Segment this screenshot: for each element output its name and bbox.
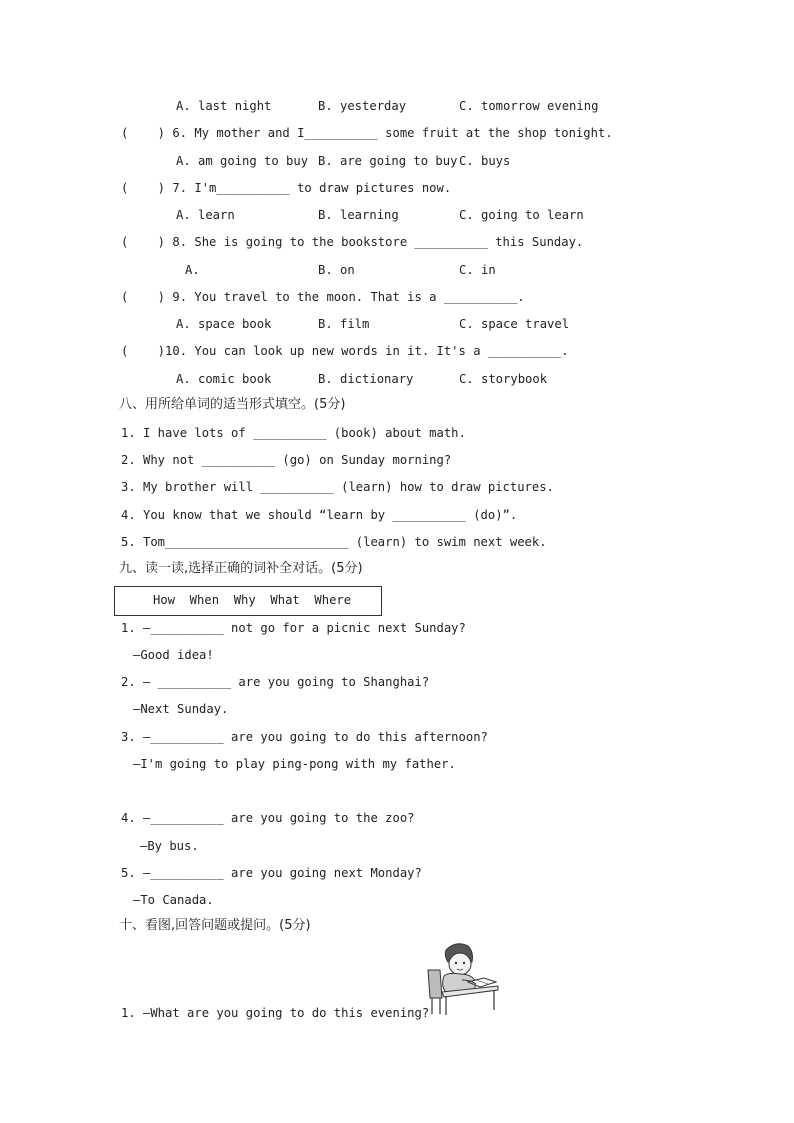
section9-a2: —Next Sunday. [133, 702, 229, 716]
section8-item-4: 4. You know that we should “learn by __________ (do)”. [121, 508, 518, 522]
section8-title: 八、用所给单词的适当形式填空。(5分) [119, 397, 346, 412]
q10-option-a: A. comic book [176, 372, 272, 386]
q6-option-a: A. am going to buy [176, 154, 309, 168]
section9-q4: 4. —__________ are you going to the zoo? [121, 811, 415, 825]
q8-option-a: A. [185, 263, 200, 277]
q7-option-b: B. learning [318, 208, 399, 222]
q6-option-c: C. buys [459, 154, 511, 168]
q8-text: ( ) 8. She is going to the bookstore __________ this Sunday. [121, 235, 584, 249]
section10-title: 十、看图,回答问题或提问。(5分) [119, 918, 311, 933]
section8-item-3: 3. My brother will __________ (learn) how to draw pictures. [121, 480, 554, 494]
q5-option-c: C. tomorrow evening [459, 99, 599, 113]
section8-item-5: 5. Tom_________________________ (learn) to swim next week. [121, 535, 547, 549]
q8-option-b: B. on [318, 263, 355, 277]
q5-option-a: A. last night [176, 99, 272, 113]
q8-option-c: C. in [459, 263, 496, 277]
q9-option-c: C. space travel [459, 317, 570, 331]
section9-a1: —Good idea! [133, 648, 214, 662]
boy-reading-at-desk-illustration [418, 940, 500, 1016]
q6-text: ( ) 6. My mother and I__________ some fruit at the shop tonight. [121, 126, 613, 140]
section8-item-1: 1. I have lots of __________ (book) about math. [121, 426, 466, 440]
q10-option-b: B. dictionary [318, 372, 414, 386]
section9-q3: 3. —__________ are you going to do this afternoon? [121, 730, 488, 744]
q9-option-b: B. film [318, 317, 370, 331]
word-bank-words: How When Why What Where [153, 593, 352, 607]
section9-a4: —By bus. [140, 839, 199, 853]
section10-q1: 1. —What are you going to do this evening? [121, 1006, 430, 1020]
q7-text: ( ) 7. I'm__________ to draw pictures now. [121, 181, 452, 195]
section9-q5: 5. —__________ are you going next Monday? [121, 866, 422, 880]
section9-q2: 2. — __________ are you going to Shanghai? [121, 675, 430, 689]
section9-a3: —I'm going to play ping-pong with my father. [133, 757, 456, 771]
q10-option-c: C. storybook [459, 372, 548, 386]
section9-a5: —To Canada. [133, 893, 214, 907]
q7-option-a: A. learn [176, 208, 235, 222]
section9-title: 九、读一读,选择正确的词补全对话。(5分) [119, 561, 363, 576]
word-bank-box [114, 586, 382, 616]
q5-option-b: B. yesterday [318, 99, 407, 113]
q9-option-a: A. space book [176, 317, 272, 331]
q6-option-b: B. are going to buy [318, 154, 458, 168]
q10-text: ( )10. You can look up new words in it. It's a __________. [121, 344, 569, 358]
q9-text: ( ) 9. You travel to the moon. That is a __________. [121, 290, 525, 304]
q7-option-c: C. going to learn [459, 208, 584, 222]
section9-q1: 1. —__________ not go for a picnic next Sunday? [121, 621, 466, 635]
section8-item-2: 2. Why not __________ (go) on Sunday morning? [121, 453, 452, 467]
